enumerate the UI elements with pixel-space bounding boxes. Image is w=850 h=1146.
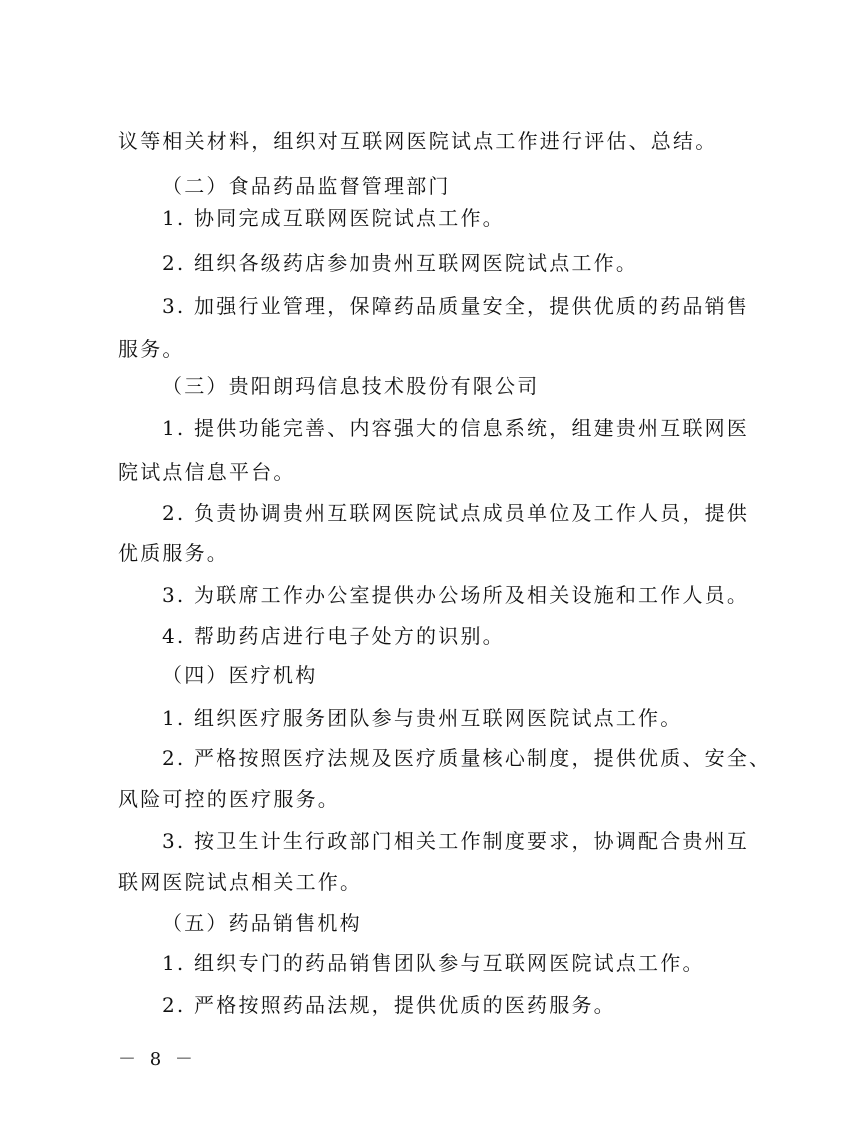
text-line: 3. 加强行业管理，保障药品质量安全，提供优质的药品销售 xyxy=(162,294,750,318)
section-heading: （三）贵阳朗玛信息技术股份有限公司 xyxy=(162,374,540,398)
text-line: 联网医院试点相关工作。 xyxy=(118,870,363,894)
text-line: 1. 提供功能完善、内容强大的信息系统，组建贵州互联网医 xyxy=(162,416,750,440)
text-line: 2. 严格按照医疗法规及医疗质量核心制度，提供优质、安全、 xyxy=(162,746,772,770)
text-line: 3. 为联席工作办公室提供办公场所及相关设施和工作人员。 xyxy=(162,583,750,607)
text-line: 4. 帮助药店进行电子处方的识别。 xyxy=(162,624,505,648)
text-line: 2. 严格按照药品法规，提供优质的医药服务。 xyxy=(162,993,616,1017)
section-heading: （二）食品药品监督管理部门 xyxy=(162,174,451,198)
text-line: 2. 负责协调贵州互联网医院试点成员单位及工作人员，提供 xyxy=(162,501,750,525)
section-heading: （五）药品销售机构 xyxy=(162,911,362,935)
text-line: 2. 组织各级药店参加贵州互联网医院试点工作。 xyxy=(162,251,639,275)
text-line: 服务。 xyxy=(118,337,185,361)
text-line: 1. 组织专门的药品销售团队参与互联网医院试点工作。 xyxy=(162,951,705,975)
text-line: 议等相关材料，组织对互联网医院试点工作进行评估、总结。 xyxy=(118,129,718,153)
text-line: 优质服务。 xyxy=(118,541,229,565)
text-line: 3. 按卫生计生行政部门相关工作制度要求，协调配合贵州互 xyxy=(162,829,750,853)
text-line: 风险可控的医疗服务。 xyxy=(118,787,340,811)
text-line: 1. 协同完成互联网医院试点工作。 xyxy=(162,206,505,230)
text-line: 1. 组织医疗服务团队参与贵州互联网医院试点工作。 xyxy=(162,706,683,730)
text-line: 院试点信息平台。 xyxy=(118,460,296,484)
section-heading: （四）医疗机构 xyxy=(162,663,318,687)
page-number: － 8 － xyxy=(118,1049,197,1070)
